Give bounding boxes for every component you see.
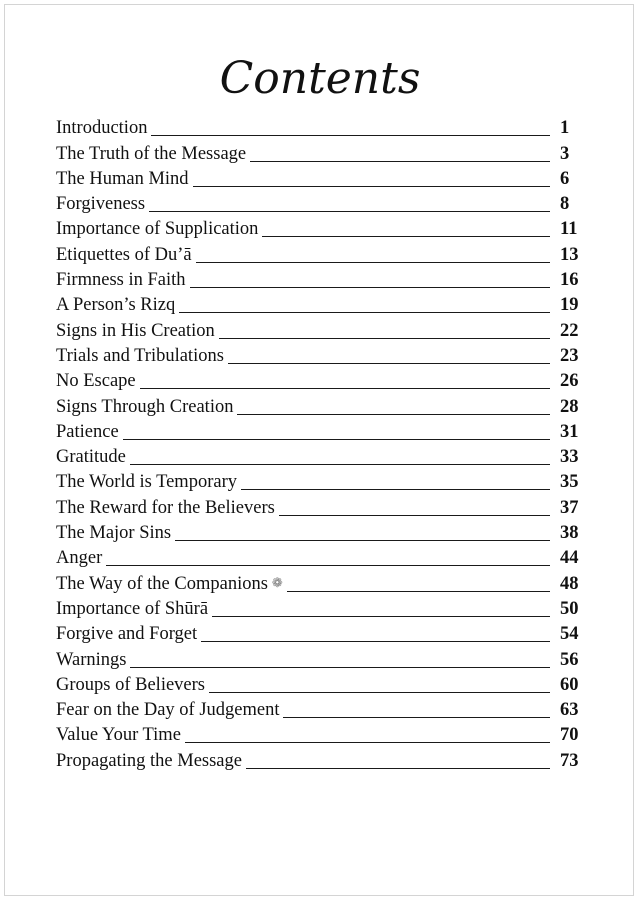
toc-entry-title bbox=[56, 269, 190, 291]
toc-entry-page-number: 35 bbox=[560, 472, 579, 493]
toc-entry bbox=[56, 291, 586, 316]
toc-leader-line bbox=[190, 287, 550, 288]
toc-entry-title-text: No Escape bbox=[56, 371, 136, 392]
toc-entry-title-text: Patience bbox=[56, 421, 119, 442]
toc-leader-line bbox=[185, 742, 550, 743]
toc-entry-page-number: 22 bbox=[560, 320, 579, 341]
toc-entry-title-text: Trials and Tribulations bbox=[56, 345, 224, 366]
toc-entry-title-text: Etiquettes of Du’ā bbox=[56, 244, 192, 265]
toc-entry-title-text: Introduction bbox=[56, 118, 148, 139]
toc-entry-title bbox=[56, 193, 149, 215]
toc-entry-title-text: The Human Mind bbox=[56, 168, 189, 189]
toc-entry-page-number: 50 bbox=[560, 598, 579, 619]
toc-entry-title-text: Signs in His Creation bbox=[56, 320, 215, 341]
toc-entry-page-number: 19 bbox=[560, 295, 579, 316]
toc-entry-page-number: 8 bbox=[560, 194, 570, 215]
toc-entry-title bbox=[56, 598, 212, 620]
toc-entry-title bbox=[56, 674, 209, 696]
toc-leader-line bbox=[212, 616, 550, 617]
toc-entry bbox=[56, 746, 586, 771]
toc-entry-page-number: 44 bbox=[560, 548, 579, 569]
toc-entry-title-text: The Major Sins bbox=[56, 523, 172, 544]
toc-entry-title-text: Importance of Shūrā bbox=[56, 598, 209, 619]
toc-leader-line bbox=[262, 236, 550, 237]
toc-entry-title bbox=[56, 547, 106, 569]
toc-entry-title bbox=[56, 168, 193, 190]
toc-entry bbox=[56, 215, 586, 240]
toc-entry bbox=[56, 114, 586, 139]
toc-entry-page-number: 54 bbox=[560, 624, 579, 645]
toc-entry-title-text: The Truth of the Message bbox=[56, 143, 247, 164]
toc-entry-title bbox=[56, 724, 185, 746]
toc-leader-line bbox=[179, 312, 550, 313]
toc-leader-line bbox=[201, 641, 550, 642]
toc-entry-title bbox=[56, 623, 201, 645]
toc-leader-line bbox=[151, 135, 550, 136]
toc-entry-title bbox=[56, 522, 175, 544]
toc-entry-title bbox=[56, 649, 130, 671]
toc-entry-title bbox=[56, 471, 241, 493]
toc-leader-line bbox=[130, 667, 550, 668]
toc-leader-line bbox=[106, 565, 550, 566]
toc-entry-page-number: 23 bbox=[560, 345, 579, 366]
toc-entry-title bbox=[56, 370, 140, 392]
toc-entry-page-number: 16 bbox=[560, 270, 579, 291]
toc-entry bbox=[56, 418, 586, 443]
toc-entry-page-number: 1 bbox=[560, 118, 570, 139]
toc-entry bbox=[56, 620, 586, 645]
toc-entry-title bbox=[56, 497, 279, 519]
toc-entry-page-number: 33 bbox=[560, 447, 579, 468]
toc-entry bbox=[56, 519, 586, 544]
toc-entry-title-text: Forgiveness bbox=[56, 194, 146, 215]
toc-entry-page-number: 56 bbox=[560, 649, 579, 670]
toc-entry bbox=[56, 342, 586, 367]
toc-entry-title bbox=[56, 244, 196, 266]
toc-entry-title bbox=[56, 117, 151, 139]
toc-entry-page-number: 28 bbox=[560, 396, 579, 417]
toc-leader-line bbox=[287, 591, 550, 592]
toc-entry bbox=[56, 139, 586, 164]
table-of-contents bbox=[56, 114, 586, 772]
toc-leader-line bbox=[283, 717, 550, 718]
toc-entry-page-number: 38 bbox=[560, 523, 579, 544]
toc-entry-title-text: Firmness in Faith bbox=[56, 270, 186, 291]
toc-leader-line bbox=[196, 262, 550, 263]
toc-entry-title-text: Forgive and Forget bbox=[56, 624, 198, 645]
toc-entry bbox=[56, 569, 586, 594]
toc-entry-title bbox=[56, 345, 228, 367]
toc-entry-page-number: 6 bbox=[560, 168, 570, 189]
toc-leader-line bbox=[219, 338, 550, 339]
toc-entry bbox=[56, 493, 586, 518]
toc-leader-line bbox=[140, 388, 550, 389]
toc-leader-line bbox=[149, 211, 550, 212]
toc-entry bbox=[56, 645, 586, 670]
toc-entry-page-number: 31 bbox=[560, 421, 579, 442]
toc-entry-title-text: Fear on the Day of Judgement bbox=[56, 700, 280, 721]
toc-entry bbox=[56, 190, 586, 215]
toc-entry-title bbox=[56, 143, 250, 165]
toc-entry-title bbox=[56, 572, 287, 595]
toc-entry-title bbox=[56, 699, 283, 721]
toc-entry bbox=[56, 392, 586, 417]
toc-leader-line bbox=[228, 363, 550, 364]
toc-leader-line bbox=[241, 489, 550, 490]
toc-entry-page-number: 3 bbox=[560, 143, 570, 164]
toc-entry-title bbox=[56, 218, 262, 240]
toc-entry bbox=[56, 240, 586, 265]
toc-leader-line bbox=[209, 692, 550, 693]
toc-entry-title-text: The World is Temporary bbox=[56, 472, 237, 493]
toc-entry-title-text: Groups of Believers bbox=[56, 674, 205, 695]
toc-leader-line bbox=[193, 186, 550, 187]
page-title: Contents bbox=[219, 53, 421, 104]
toc-leader-line bbox=[175, 540, 550, 541]
toc-leader-line bbox=[279, 515, 550, 516]
toc-entry-page-number: 26 bbox=[560, 371, 579, 392]
toc-entry-title bbox=[56, 294, 179, 316]
toc-entry-title-text: A Person’s Rizq bbox=[56, 295, 176, 316]
toc-entry bbox=[56, 468, 586, 493]
toc-entry bbox=[56, 165, 586, 190]
toc-entry-title-text: Warnings bbox=[56, 649, 127, 670]
toc-entry-title bbox=[56, 446, 130, 468]
toc-entry bbox=[56, 316, 586, 341]
toc-leader-line bbox=[123, 439, 550, 440]
toc-entry bbox=[56, 367, 586, 392]
toc-entry bbox=[56, 595, 586, 620]
document-page bbox=[4, 4, 634, 896]
toc-entry-page-number: 60 bbox=[560, 674, 579, 695]
toc-entry bbox=[56, 266, 586, 291]
toc-entry-page-number: 48 bbox=[560, 573, 579, 594]
toc-entry bbox=[56, 696, 586, 721]
honorific-ornament-icon: ❁ bbox=[271, 574, 283, 590]
toc-entry-title bbox=[56, 320, 219, 342]
toc-entry bbox=[56, 671, 586, 696]
toc-entry-title-text: Propagating the Message bbox=[56, 750, 242, 771]
toc-entry-title-text: The Reward for the Believers bbox=[56, 497, 275, 518]
toc-entry-title-text: The Way of the Companions bbox=[56, 573, 268, 594]
toc-entry-title bbox=[56, 750, 246, 772]
toc-entry-title-text: Signs Through Creation bbox=[56, 396, 234, 417]
toc-entry-page-number: 70 bbox=[560, 725, 579, 746]
toc-entry-title-text: Gratitude bbox=[56, 447, 126, 468]
toc-leader-line bbox=[237, 414, 550, 415]
toc-leader-line bbox=[250, 161, 550, 162]
toc-entry bbox=[56, 443, 586, 468]
toc-entry-page-number: 63 bbox=[560, 700, 579, 721]
toc-leader-line bbox=[246, 768, 550, 769]
toc-entry-page-number: 37 bbox=[560, 497, 579, 518]
toc-entry-title-text: Value Your Time bbox=[56, 725, 181, 746]
toc-entry-title bbox=[56, 396, 237, 418]
toc-entry-page-number: 11 bbox=[560, 219, 578, 240]
toc-entry bbox=[56, 721, 586, 746]
toc-entry-title-text: Importance of Supplication bbox=[56, 219, 259, 240]
toc-entry-page-number: 73 bbox=[560, 750, 579, 771]
toc-entry-page-number: 13 bbox=[560, 244, 579, 265]
toc-entry bbox=[56, 544, 586, 569]
toc-entry-title-text: Anger bbox=[56, 548, 103, 569]
toc-entry-title bbox=[56, 421, 123, 443]
toc-leader-line bbox=[130, 464, 550, 465]
